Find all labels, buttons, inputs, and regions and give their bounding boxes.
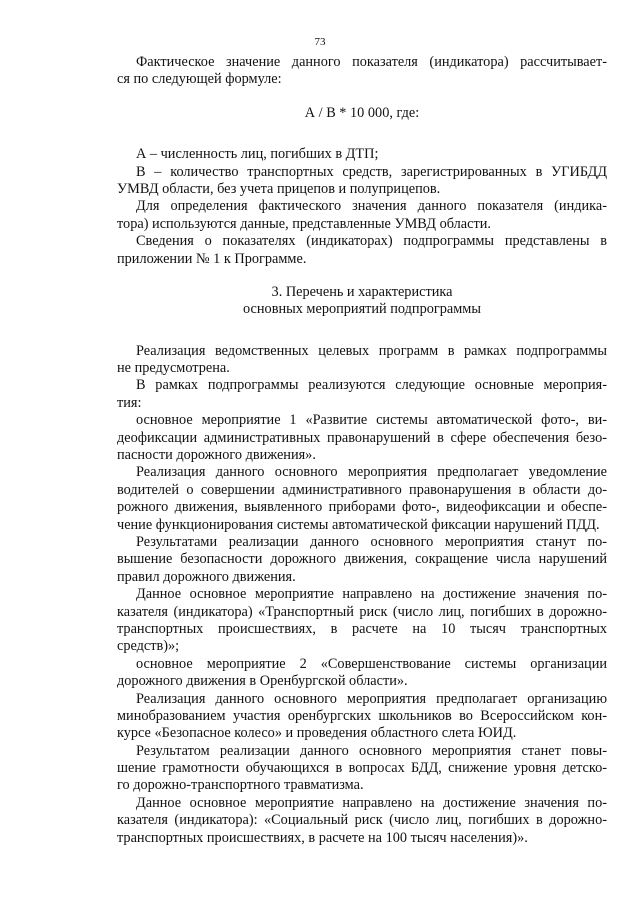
text-line: курсе «Безопасное колесо» и проведения областного слета ЮИД. <box>117 725 517 742</box>
text-line: не предусмотрена. <box>117 360 230 377</box>
text-line: Сведения о показателях (индикаторах) подпрограммы представлены в <box>136 233 607 250</box>
text-line: основное мероприятие 1 «Развитие системы автоматической фото-, ви- <box>136 412 607 429</box>
text-line: правил дорожного движения. <box>117 568 296 585</box>
text-line: В – количество транспортных средств, зарегистрированных в УГИБДД <box>136 163 607 180</box>
text-line: В рамках подпрограммы реализуются следующие основные мероприя- <box>136 377 607 394</box>
text-line: шение грамотности обучающихся в вопросах БДД, снижение уровня детско- <box>117 760 607 777</box>
text-line: минобразованием участия оренбургских школьников во Всероссийском кон- <box>117 707 607 724</box>
text-line: Результатом реализации данного основного мероприятия станет повы- <box>136 742 607 759</box>
text-line: средств)»; <box>117 638 180 655</box>
text-line: А – численность лиц, погибших в ДТП; <box>136 146 379 163</box>
text-line: тора) используются данные, представленные УМВД области. <box>117 215 491 232</box>
text-line: Данное основное мероприятие направлено на достижение значения по- <box>136 586 607 603</box>
text-line: основное мероприятие 2 «Совершенствование системы организации <box>136 655 607 672</box>
text-line: чение функционирования системы автоматической фиксации нарушений ПДД. <box>117 516 600 533</box>
text-line: казателя (индикатора): «Социальный риск (число лиц, погибших в дорожно- <box>117 812 607 829</box>
text-line: Данное основное мероприятие направлено на достижение значения по- <box>136 794 607 811</box>
text-line: транспортных происшествиях, в расчете на 10 тысяч транспортных <box>117 620 607 637</box>
text-line: Результатами реализации данного основного мероприятия станут по- <box>136 533 607 550</box>
section-heading: 3. Перечень и характеристика <box>271 283 453 300</box>
text-line: казателя (индикатора) «Транспортный риск (число лиц, погибших в дорожно- <box>117 603 607 620</box>
text-line: деофиксации административных правонарушений в сфере обеспечения безо- <box>117 429 607 446</box>
text-line: Фактическое значение данного показателя (индикатора) рассчитывает- <box>136 54 607 70</box>
section-heading: основных мероприятий подпрограммы <box>243 301 481 318</box>
formula: А / В * 10 000, где: <box>304 104 420 121</box>
text-line: ся по следующей формуле: <box>117 71 282 88</box>
text-line: дорожного движения в Оренбургской области». <box>117 673 408 690</box>
text-line: го дорожно-транспортного травматизма. <box>117 777 364 794</box>
text-line: тия: <box>117 394 142 411</box>
text-line: Реализация данного основного мероприятия предполагает организацию <box>136 690 607 707</box>
page-number: 73 <box>314 36 326 48</box>
text-line: транспортных происшествиях, в расчете на 100 тысяч населения)». <box>117 829 528 846</box>
text-line: вышение безопасности дорожного движения, сокращение числа нарушений <box>117 551 607 568</box>
text-line: приложении № 1 к Программе. <box>117 250 307 267</box>
text-line: УМВД области, без учета прицепов и полуприцепов. <box>117 180 441 197</box>
text-line: Реализация ведомственных целевых программ в рамках подпрограммы <box>136 342 607 359</box>
document-body <box>117 54 607 847</box>
text-line: пасности дорожного движения». <box>117 447 316 464</box>
text-line: рожного движения, выявленного приборами фото-, видеофиксации и обеспе- <box>117 499 607 516</box>
text-line: водителей о совершении административного правонарушения в области до- <box>117 481 607 498</box>
text-line: Для определения фактического значения данного показателя (индика- <box>136 198 607 215</box>
text-line: Реализация данного основного мероприятия предполагает уведомление <box>136 464 607 481</box>
